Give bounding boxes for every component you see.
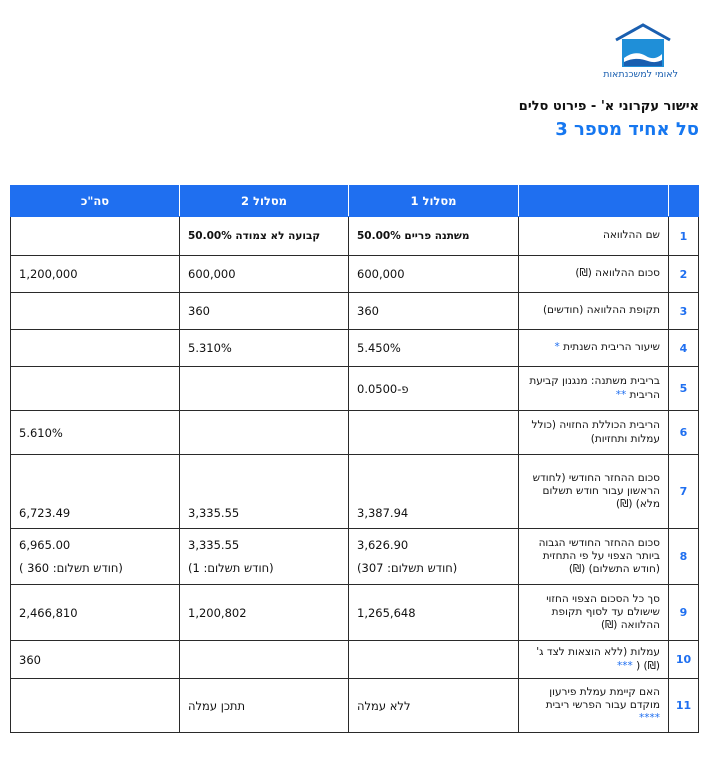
table-row bbox=[11, 679, 699, 733]
row-number: 4 bbox=[669, 330, 699, 367]
row-label: סכום ההחזר החודשי הגבוה ביותר הצפוי על פי התחזית (חודש התשלום) (₪) bbox=[519, 529, 669, 585]
header-label bbox=[519, 186, 669, 217]
max-payment-month: (חודש תשלום: 1) bbox=[188, 561, 274, 575]
table-row bbox=[11, 641, 699, 679]
total-value bbox=[11, 217, 180, 256]
row-label: האם קיימת עמלת פירעון מוקדם עבור הפרשי ריבית **** bbox=[519, 679, 669, 733]
row-label: תקופת ההלוואה (חודשים) bbox=[519, 293, 669, 330]
track-2-value: 360 bbox=[180, 293, 349, 330]
track-2-value: קבועה לא צמודה 50.00% bbox=[180, 217, 349, 256]
table-row bbox=[11, 585, 699, 641]
track-2-value bbox=[180, 529, 349, 585]
track-2-value: 5.310% bbox=[180, 330, 349, 367]
row-number: 10 bbox=[669, 641, 699, 679]
track-1-value: 1,265,648 bbox=[349, 585, 519, 641]
track-1-value: 5.450% bbox=[349, 330, 519, 367]
row-label: סכום ההלוואה (₪) bbox=[519, 256, 669, 293]
row-label: סכום ההחזר החודשי (לחודש הראשון עבור חודש תשלום מלא) (₪) bbox=[519, 455, 669, 529]
track-1-value: ללא עמלה bbox=[349, 679, 519, 733]
header-total: סה"כ bbox=[11, 186, 180, 217]
track-2-value: תתכן עמלה bbox=[180, 679, 349, 733]
row-number: 11 bbox=[669, 679, 699, 733]
total-value bbox=[11, 330, 180, 367]
header-track-1: מסלול 1 bbox=[349, 186, 519, 217]
track-2-value bbox=[180, 641, 349, 679]
total-value: 5.610% bbox=[11, 411, 180, 455]
max-payment: 6,965.00 bbox=[19, 538, 71, 552]
total-value: 360 bbox=[11, 641, 180, 679]
track-1-value: 360 bbox=[349, 293, 519, 330]
row-number: 6 bbox=[669, 411, 699, 455]
total-value bbox=[11, 529, 180, 585]
row-number: 3 bbox=[669, 293, 699, 330]
track-1-value bbox=[349, 641, 519, 679]
row-number: 1 bbox=[669, 217, 699, 256]
page-subtitle: סל אחיד מספר 3 bbox=[555, 119, 699, 140]
max-payment: 3,626.90 bbox=[357, 538, 409, 552]
total-value bbox=[11, 367, 180, 411]
footnote-stars: * bbox=[554, 341, 560, 354]
row-number: 7 bbox=[669, 455, 699, 529]
max-payment-month: (חודש תשלום: 307) bbox=[357, 561, 458, 575]
track-1-value: פ-0.0500 bbox=[349, 367, 519, 411]
table-row bbox=[11, 330, 699, 367]
track-2-value: 1,200,802 bbox=[180, 585, 349, 641]
max-payment: 3,335.55 bbox=[188, 538, 240, 552]
track-1-value: 600,000 bbox=[349, 256, 519, 293]
total-value bbox=[11, 679, 180, 733]
track-2-value: 3,335.55 bbox=[180, 455, 349, 529]
footnote-stars: *** bbox=[617, 659, 633, 672]
total-value: 6,723.49 bbox=[11, 455, 180, 529]
footnote-stars: **** bbox=[639, 712, 660, 725]
track-2-value bbox=[180, 411, 349, 455]
row-number: 5 bbox=[669, 367, 699, 411]
row-label: סך כל הסכום הצפוי החזוי שישולם עד לסוף תקופת ההלוואה (₪) bbox=[519, 585, 669, 641]
total-value bbox=[11, 293, 180, 330]
total-value: 1,200,000 bbox=[11, 256, 180, 293]
row-number: 9 bbox=[669, 585, 699, 641]
table-row bbox=[11, 411, 699, 455]
loan-basket-table bbox=[10, 185, 699, 733]
row-label: שם ההלוואה bbox=[519, 217, 669, 256]
track-2-value: 600,000 bbox=[180, 256, 349, 293]
table-header-row bbox=[11, 186, 699, 217]
row-label: שיעור הריבית השנתית * bbox=[519, 330, 669, 367]
page-title: אישור עקרוני א' - פירוט סלים bbox=[518, 99, 699, 114]
table-row bbox=[11, 367, 699, 411]
row-label: בריבית משתנה: מנגנון קביעת הריבית ** bbox=[519, 367, 669, 411]
track-1-value bbox=[349, 411, 519, 455]
max-payment-month: (חודש תשלום: 360 ) bbox=[19, 561, 123, 575]
track-1-value: משתנה פריים 50.00% bbox=[349, 217, 519, 256]
track-1-value bbox=[349, 529, 519, 585]
table-row bbox=[11, 455, 699, 529]
row-number: 2 bbox=[669, 256, 699, 293]
footnote-stars: ** bbox=[615, 388, 627, 401]
table-row bbox=[11, 256, 699, 293]
table-row bbox=[11, 293, 699, 330]
table-row bbox=[11, 217, 699, 256]
header-num bbox=[669, 186, 699, 217]
row-number: 8 bbox=[669, 529, 699, 585]
table-row bbox=[11, 529, 699, 585]
total-value: 2,466,810 bbox=[11, 585, 180, 641]
row-label: עמלות (ללא הוצאות לצד ג' (₪) ( *** bbox=[519, 641, 669, 679]
track-1-value: 3,387.94 bbox=[349, 455, 519, 529]
track-2-value bbox=[180, 367, 349, 411]
logo-text: לאומי למשכנתאות bbox=[603, 69, 678, 80]
header-track-2: מסלול 2 bbox=[180, 186, 349, 217]
row-label: הריבית הכוללת החזויה (כולל עמלות ותחזיות) bbox=[519, 411, 669, 455]
